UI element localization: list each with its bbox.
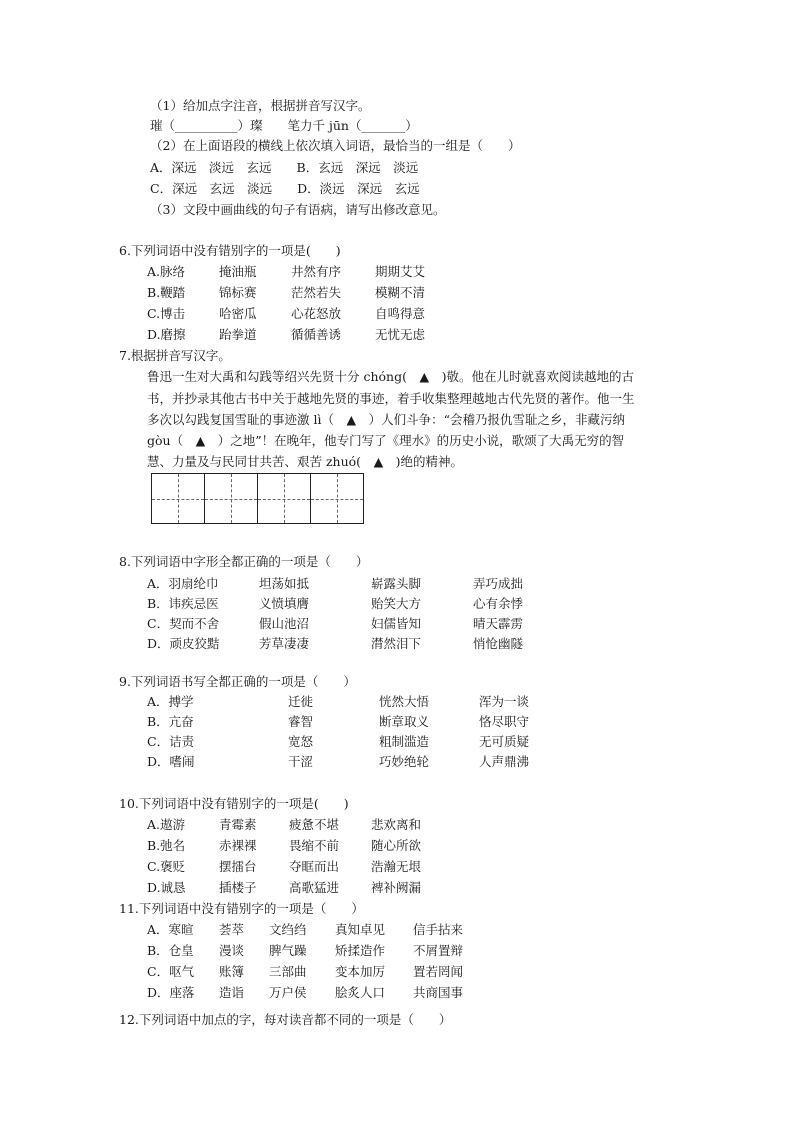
answer-grid-cell[interactable] [258,474,311,523]
q7-stem: 7.根据拼音写汉字。 [119,348,231,363]
q5-sub1-line: 璀（__________）璨 笔力千 jūn（_______） [150,118,418,133]
q10-option-a: A.遨游 青霉素 疲惫不堪 悲欢离和 [147,817,422,832]
answer-grid [151,473,364,524]
q11-stem: 11.下列词语中没有错别字的一项是（ ） [119,901,364,916]
q9-option-b: B．亢奋 睿智 断章取义 恪尽职守 [147,714,530,729]
q7-para-line: 鲁迅一生对大禹和勾践等绍兴先贤十分 chóng( ▲ )敬。他在儿时就喜欢阅读越地的古 [147,369,634,384]
q10-option-d: D.诚恳 插楼子 高歌猛进 裨补阙漏 [147,880,422,895]
q5-sub1: （1）给加点字注音，根据拼音写汉字。 [150,98,371,113]
q10-stem: 10.下列词语中没有错别字的一项是( ) [119,796,349,811]
q12-stem: 12.下列词语中加点的字，每对读音都不同的一项是（ ） [119,1012,452,1027]
q8-option-b: B．讳疾忌医 义愤填膺 贻笑大方 心有余悸 [147,596,524,611]
q7-para-line: 多次以勾践复国雪耻的事迹激 lì（ ▲ ）人们斗争：“会稽乃报仇雪耻之乡，非藏污纳 [147,412,625,427]
q6-option-a: A.脉络 掩油瓶 井然有序 期期艾艾 [147,264,426,279]
q5-options-cd: C．深远 玄远 淡远 D．淡远 深远 玄远 [150,181,420,196]
q7-para-line: gòu（ ▲ ）之地”！在晚年，他专门写了《理水》的历史小说，歌颂了大禹无穷的智 [147,433,625,448]
q8-stem: 8.下列词语中字形全都正确的一项是（ ） [119,554,369,569]
answer-grid-cell[interactable] [152,474,205,523]
q5-sub2: （2）在上面语段的横线上依次填入词语，最恰当的一组是（ ） [150,138,521,153]
q11-option-d: D．座落 造诣 万户侯 脍炙人口 共商国事 [147,985,464,1000]
q5-options-ab: A．深远 淡远 玄远 B．玄远 深远 淡远 [150,160,419,175]
q6-stem: 6.下列词语中没有错别字的一项是( ) [119,243,341,258]
q5-sub3: （3）文段中画曲线的句子有语病，请写出修改意见。 [150,202,446,217]
answer-grid-cell[interactable] [311,474,363,523]
q11-option-a: A．寒暄 荟萃 文绉绉 真知卓见 信手拈来 [147,922,464,937]
q10-option-b: B.弛名 赤裸裸 畏缩不前 随心所欲 [147,838,422,853]
q6-option-d: D.磨擦 跆拳道 循循善诱 无忧无虑 [147,327,426,342]
q8-option-d: D．顽皮狡黠 芳草凄凄 潸然泪下 悄怆幽隧 [147,636,524,651]
q9-option-c: C．诘责 宽怒 粗制滥造 无可质疑 [147,734,530,749]
q11-option-c: C．呕气 账簿 三部曲 变本加厉 置若罔闻 [147,964,464,979]
q11-option-b: B．仓皇 漫谈 脾气躁 矫揉造作 不屑置辩 [147,943,464,958]
q7-para-line: 慧、力量及与民同甘共苦、艰苦 zhuó( ▲ )绝的精神。 [147,454,464,469]
q8-option-c: C．契而不舍 假山池沼 妇儒皆知 晴天霹雳 [147,616,524,631]
q9-option-d: D．嗜闹 干涩 巧妙绝轮 人声鼎沸 [147,754,530,769]
q9-option-a: A．搏学 迁徙 恍然大悟 浑为一谈 [147,694,530,709]
q6-option-c: C.博击 哈密瓜 心花怒放 自鸣得意 [147,306,426,321]
q9-stem: 9.下列词语书写全都正确的一项是（ ） [119,674,356,689]
q10-option-c: C.褒贬 摆擂台 夺眶而出 浩瀚无垠 [147,859,422,874]
q6-option-b: B.鞭踏 锦标赛 茫然若失 模糊不清 [147,285,426,300]
answer-grid-cell[interactable] [205,474,258,523]
q8-option-a: A．羽扇纶巾 坦荡如抵 崭露头脚 弄巧成拙 [147,576,524,591]
q7-para-line: 书，并抄录其他古书中关于越地先贤的事迹，着手收集整理越地古代先贤的著作。他一生 [147,391,635,406]
